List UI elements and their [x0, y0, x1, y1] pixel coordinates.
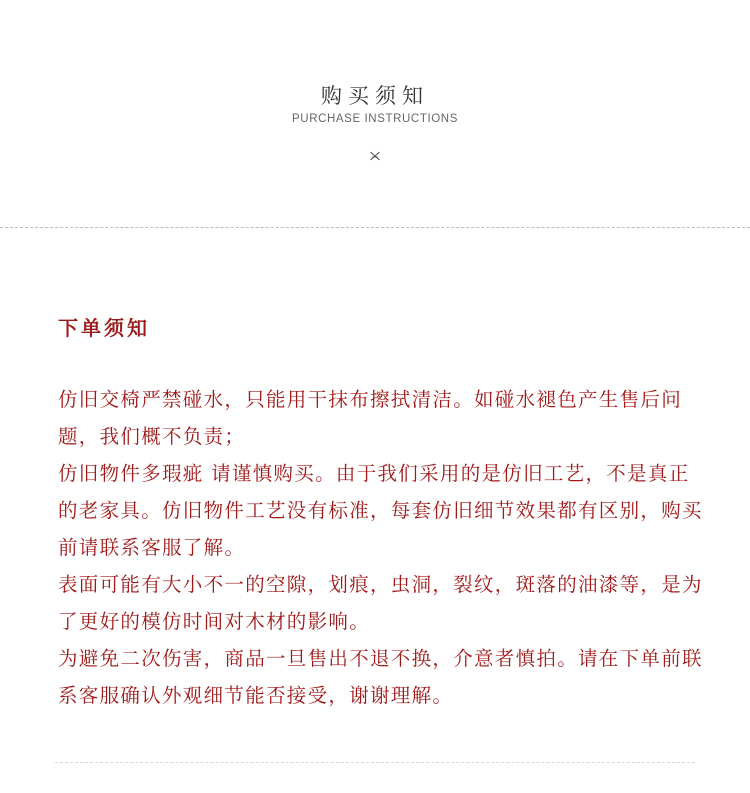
page-title: 购买须知 [321, 84, 429, 108]
divider [0, 227, 750, 228]
header [0, 0, 750, 228]
cross-icon [369, 151, 381, 161]
page-subtitle: PURCHASE INSTRUCTIONS [292, 113, 458, 125]
instruction-paragraph: 仿旧交椅严禁碰水，只能用干抹布擦拭清洁。如碰水褪色产生售后问题，我们概不负责； [58, 388, 683, 448]
instruction-paragraph: 表面可能有大小不一的空隙，划痕，虫洞，裂纹，斑落的油漆等，是为了更好的模仿时间对木材的影响。 [58, 573, 703, 633]
divider [55, 762, 695, 763]
section-heading: 下单须知 [58, 316, 150, 340]
instruction-paragraph: 为避免二次伤害，商品一旦售出不退不换，介意者慎拍。请在下单前联系客服确认外观细节能否接受，谢谢理解。 [58, 647, 703, 707]
instruction-paragraph: 仿旧物件多瑕疵 请谨慎购买。由于我们采用的是仿旧工艺，不是真正的老家具。仿旧物件工艺没有标准，每套仿旧细节效果都有区别，购买前请联系客服了解。 [58, 462, 703, 559]
instructions-body [58, 381, 708, 714]
